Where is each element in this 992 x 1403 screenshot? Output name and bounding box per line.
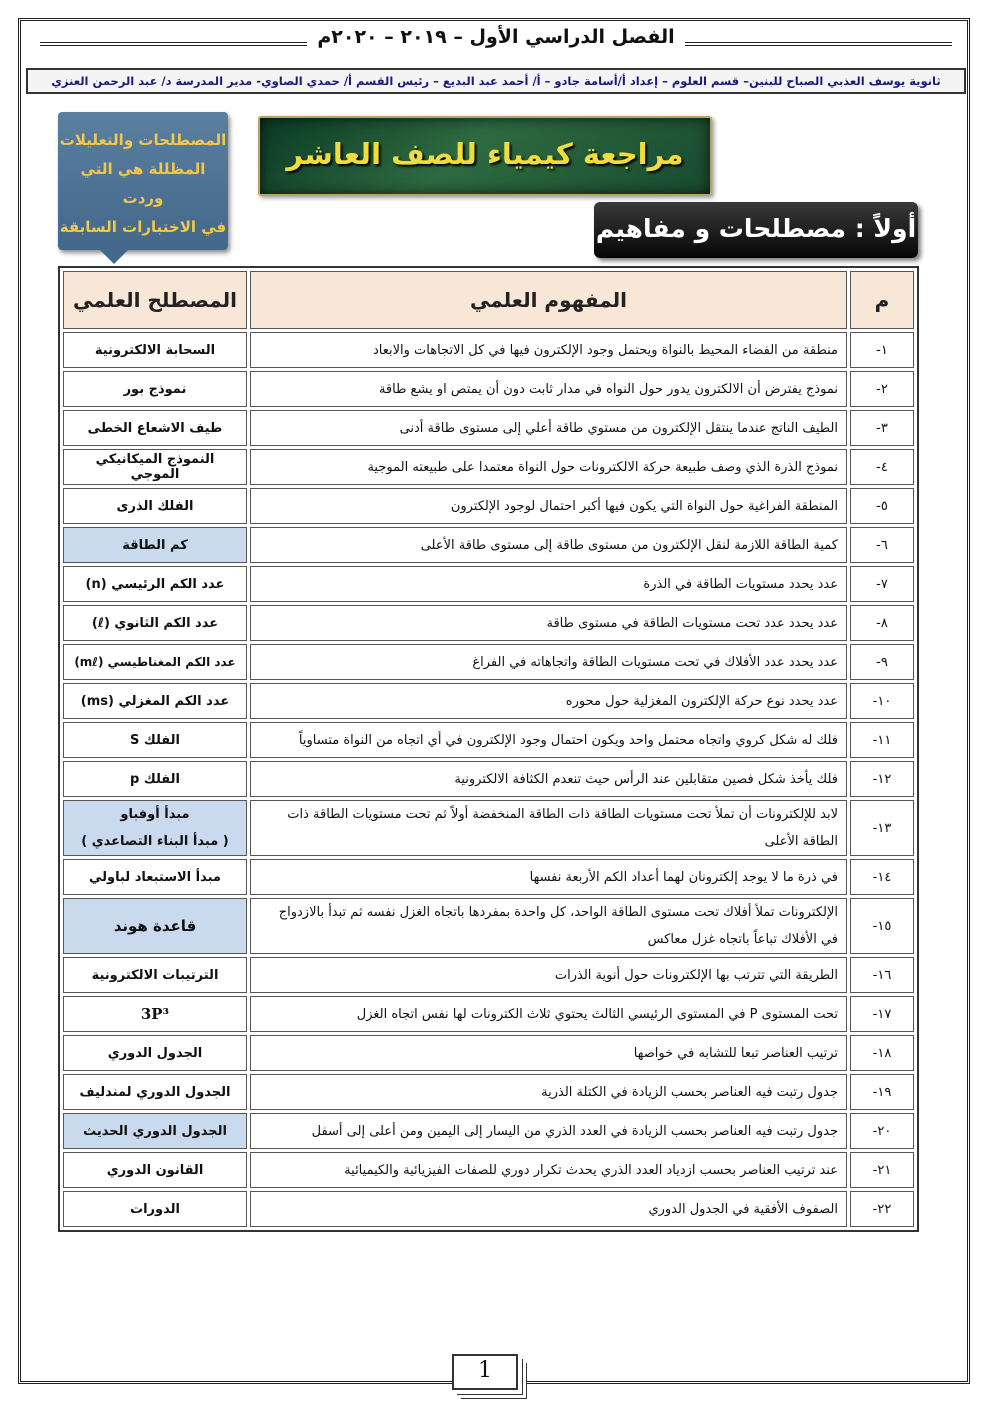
table-row bbox=[63, 527, 914, 563]
row-number: ١٨- bbox=[850, 1035, 914, 1071]
row-term: عدد الكم المغناطيسي (mℓ) bbox=[63, 644, 247, 680]
row-term-highlighted: قاعدة هوند bbox=[63, 898, 247, 954]
table-row bbox=[63, 1074, 914, 1110]
term-title bbox=[0, 26, 992, 48]
row-number: ٢٠- bbox=[850, 1113, 914, 1149]
row-term: الدورات bbox=[63, 1191, 247, 1227]
row-term: الجدول الدوري bbox=[63, 1035, 247, 1071]
table-row bbox=[63, 371, 914, 407]
row-term: النموذج الميكانيكي الموجي bbox=[63, 449, 247, 485]
table-row bbox=[63, 859, 914, 895]
row-term: الفلك الذرى bbox=[63, 488, 247, 524]
row-number: ١٧- bbox=[850, 996, 914, 1032]
row-definition: عدد يحدد مستويات الطاقة في الذرة bbox=[250, 566, 847, 602]
row-term: عدد الكم الرئيسي (n) bbox=[63, 566, 247, 602]
term-title-text: الفصل الدراسي الأول – ٢٠١٩ – ٢٠٢٠م bbox=[307, 26, 684, 48]
table-row bbox=[63, 449, 914, 485]
row-term: القانون الدوري bbox=[63, 1152, 247, 1188]
row-number: ٤- bbox=[850, 449, 914, 485]
table-row bbox=[63, 996, 914, 1032]
row-definition: تحت المستوى P في المستوى الرئيسي الثالث يحتوي ثلاث الكترونات لها نفس اتجاه الغزل bbox=[250, 996, 847, 1032]
row-definition: الصفوف الأفقية في الجدول الدوري bbox=[250, 1191, 847, 1227]
main-title: مراجعة كيمياء للصف العاشر bbox=[258, 116, 712, 196]
row-definition: الطيف الناتج عندما ينتقل الإلكترون من مستوي طاقة أعلي إلى مستوى طاقة أدنى bbox=[250, 410, 847, 446]
row-definition: نموذج يفترض أن الالكترون يدور حول النواه في مدار ثابت دون أن يمتص او يشع طاقة bbox=[250, 371, 847, 407]
row-number: ٢١- bbox=[850, 1152, 914, 1188]
row-term: الترتيبات الالكترونية bbox=[63, 957, 247, 993]
row-definition: جدول رتبت فيه العناصر بحسب الزيادة في العدد الذري من اليسار إلى اليمين ومن أعلى إلى أسفل bbox=[250, 1113, 847, 1149]
row-number: ١٤- bbox=[850, 859, 914, 895]
header-definition: المفهوم العلمي bbox=[250, 271, 847, 329]
table-row bbox=[63, 332, 914, 368]
row-number: ٧- bbox=[850, 566, 914, 602]
table-row bbox=[63, 722, 914, 758]
row-number: ١٩- bbox=[850, 1074, 914, 1110]
row-number: ٢٢- bbox=[850, 1191, 914, 1227]
table-row bbox=[63, 1035, 914, 1071]
row-number: ٥- bbox=[850, 488, 914, 524]
row-definition: المنطقة الفراغية حول النواة التي يكون فيها أكبر احتمال لوجود الإلكترون bbox=[250, 488, 847, 524]
row-term: الفلك S bbox=[63, 722, 247, 758]
table-row bbox=[63, 644, 914, 680]
row-term: نموذج بور bbox=[63, 371, 247, 407]
terms-table-wrapper bbox=[58, 266, 919, 1232]
row-number: ١٣- bbox=[850, 800, 914, 856]
table-row bbox=[63, 898, 914, 954]
row-term: عدد الكم الثانوي (ℓ) bbox=[63, 605, 247, 641]
credits-bar: ثانوية يوسف العذبي الصباح للبنين– قسم العلوم – إعداد أ/أسامة جادو – أ/ أحمد عبد البديع – رئيس القسم أ/ حمدي الصاوي- مدير المدرسة د/ عبد الرحمن العنزي bbox=[26, 68, 966, 94]
row-number: ٦- bbox=[850, 527, 914, 563]
row-number: ٢- bbox=[850, 371, 914, 407]
row-definition: لابد للإلكترونات أن تملأ تحت مستويات الطاقة ذات الطاقة المنخفضة أولاً ثم تحت مستويات الطاقة ذات الطاقة الأعلى bbox=[250, 800, 847, 856]
table-row bbox=[63, 761, 914, 797]
header-num: م bbox=[850, 271, 914, 329]
row-number: ٣- bbox=[850, 410, 914, 446]
row-number: ١٢- bbox=[850, 761, 914, 797]
row-definition: الطريقة التي تترتب بها الإلكترونات حول أنوية الذرات bbox=[250, 957, 847, 993]
row-definition: فلك له شكل كروي واتجاه محتمل واحد ويكون احتمال وجود الإلكترون في أي اتجاه من النواة متساوياً bbox=[250, 722, 847, 758]
note-line-3: في الاختبارات السابقة bbox=[59, 218, 227, 236]
table-row bbox=[63, 410, 914, 446]
row-term-highlighted: الجدول الدوري الحديث bbox=[63, 1113, 247, 1149]
row-term-highlighted bbox=[63, 800, 247, 856]
row-definition: جدول رتبت فيه العناصر بحسب الزيادة في الكتلة الذرية bbox=[250, 1074, 847, 1110]
row-definition: عدد يحدد عدد الأفلاك في تحت مستويات الطاقة واتجاهاته في الفراغ bbox=[250, 644, 847, 680]
table-row bbox=[63, 566, 914, 602]
row-number: ١٥- bbox=[850, 898, 914, 954]
table-row bbox=[63, 683, 914, 719]
highlight-note-callout bbox=[58, 112, 228, 250]
row-definition: في ذرة ما لا يوجد إلكترونان لهما أعداد الكم الأربعة نفسها bbox=[250, 859, 847, 895]
row-number: ١٠- bbox=[850, 683, 914, 719]
terms-table bbox=[58, 266, 919, 1232]
row-number: ٨- bbox=[850, 605, 914, 641]
row-term: عدد الكم المغزلي (ms) bbox=[63, 683, 247, 719]
row-term: الجدول الدوري لمندليف bbox=[63, 1074, 247, 1110]
row-term: الفلك p bbox=[63, 761, 247, 797]
row-definition: فلك يأخذ شكل فصين متقابلين عند الرأس حيث تنعدم الكثافة الالكترونية bbox=[250, 761, 847, 797]
row-number: ١٦- bbox=[850, 957, 914, 993]
row-definition: منطقة من الفضاء المحيط بالنواة ويحتمل وجود الإلكترون فيها في كل الاتجاهات والابعاد bbox=[250, 332, 847, 368]
page-number: 1 bbox=[452, 1354, 518, 1390]
table-row bbox=[63, 1152, 914, 1188]
row-definition: نموذج الذرة الذي وصف طبيعة حركة الالكترونات حول النواة معتمدا على طبيعته الموجية bbox=[250, 449, 847, 485]
row-term: 3P³ bbox=[63, 996, 247, 1032]
row-definition: عدد يحدد عدد تحت مستويات الطاقة في مستوى طاقة bbox=[250, 605, 847, 641]
row-definition: ترتيب العناصر تبعا للتشابه في خواصها bbox=[250, 1035, 847, 1071]
row-definition: الإلكترونات تملأ أفلاك تحت مستوى الطاقة الواحد، كل واحدة بمفردها باتجاه الغزل نفسه ثم تبدأ بالازدواج في الأفلاك تباعاً باتجاه غزل معاكس bbox=[250, 898, 847, 954]
row-number: ١١- bbox=[850, 722, 914, 758]
table-row bbox=[63, 800, 914, 856]
row-term-highlighted: كم الطاقة bbox=[63, 527, 247, 563]
row-number: ١- bbox=[850, 332, 914, 368]
row-term: مبدأ الاستبعاد لباولي bbox=[63, 859, 247, 895]
note-line-2: المظللة هي التي وردت bbox=[80, 160, 206, 207]
row-definition: كمية الطاقة اللازمة لنقل الإلكترون من مستوى طاقة إلى مستوى طاقة الأعلى bbox=[250, 527, 847, 563]
table-row bbox=[63, 605, 914, 641]
row-term: طيف الاشعاع الخطى bbox=[63, 410, 247, 446]
row-term: السحابة الالكترونية bbox=[63, 332, 247, 368]
table-header-row bbox=[63, 271, 914, 329]
row-term-line-1: مبدأ أوفباو bbox=[120, 807, 190, 822]
header-term: المصطلح العلمي bbox=[63, 271, 247, 329]
table-row bbox=[63, 1113, 914, 1149]
section-title: أولاً : مصطلحات و مفاهيم bbox=[594, 202, 918, 258]
row-number: ٩- bbox=[850, 644, 914, 680]
row-term-line-2: ( مبدأ البناء التصاعدي ) bbox=[81, 834, 229, 849]
row-definition: عند ترتيب العناصر بحسب ازدياد العدد الذري يحدث تكرار دوري للصفات الفيزيائية والكيميائية bbox=[250, 1152, 847, 1188]
table-row bbox=[63, 488, 914, 524]
table-row bbox=[63, 957, 914, 993]
table-row bbox=[63, 1191, 914, 1227]
row-definition: عدد يحدد نوع حركة الإلكترون المغزلية حول محوره bbox=[250, 683, 847, 719]
note-line-1: المصطلحات والتعليلات bbox=[59, 131, 227, 149]
